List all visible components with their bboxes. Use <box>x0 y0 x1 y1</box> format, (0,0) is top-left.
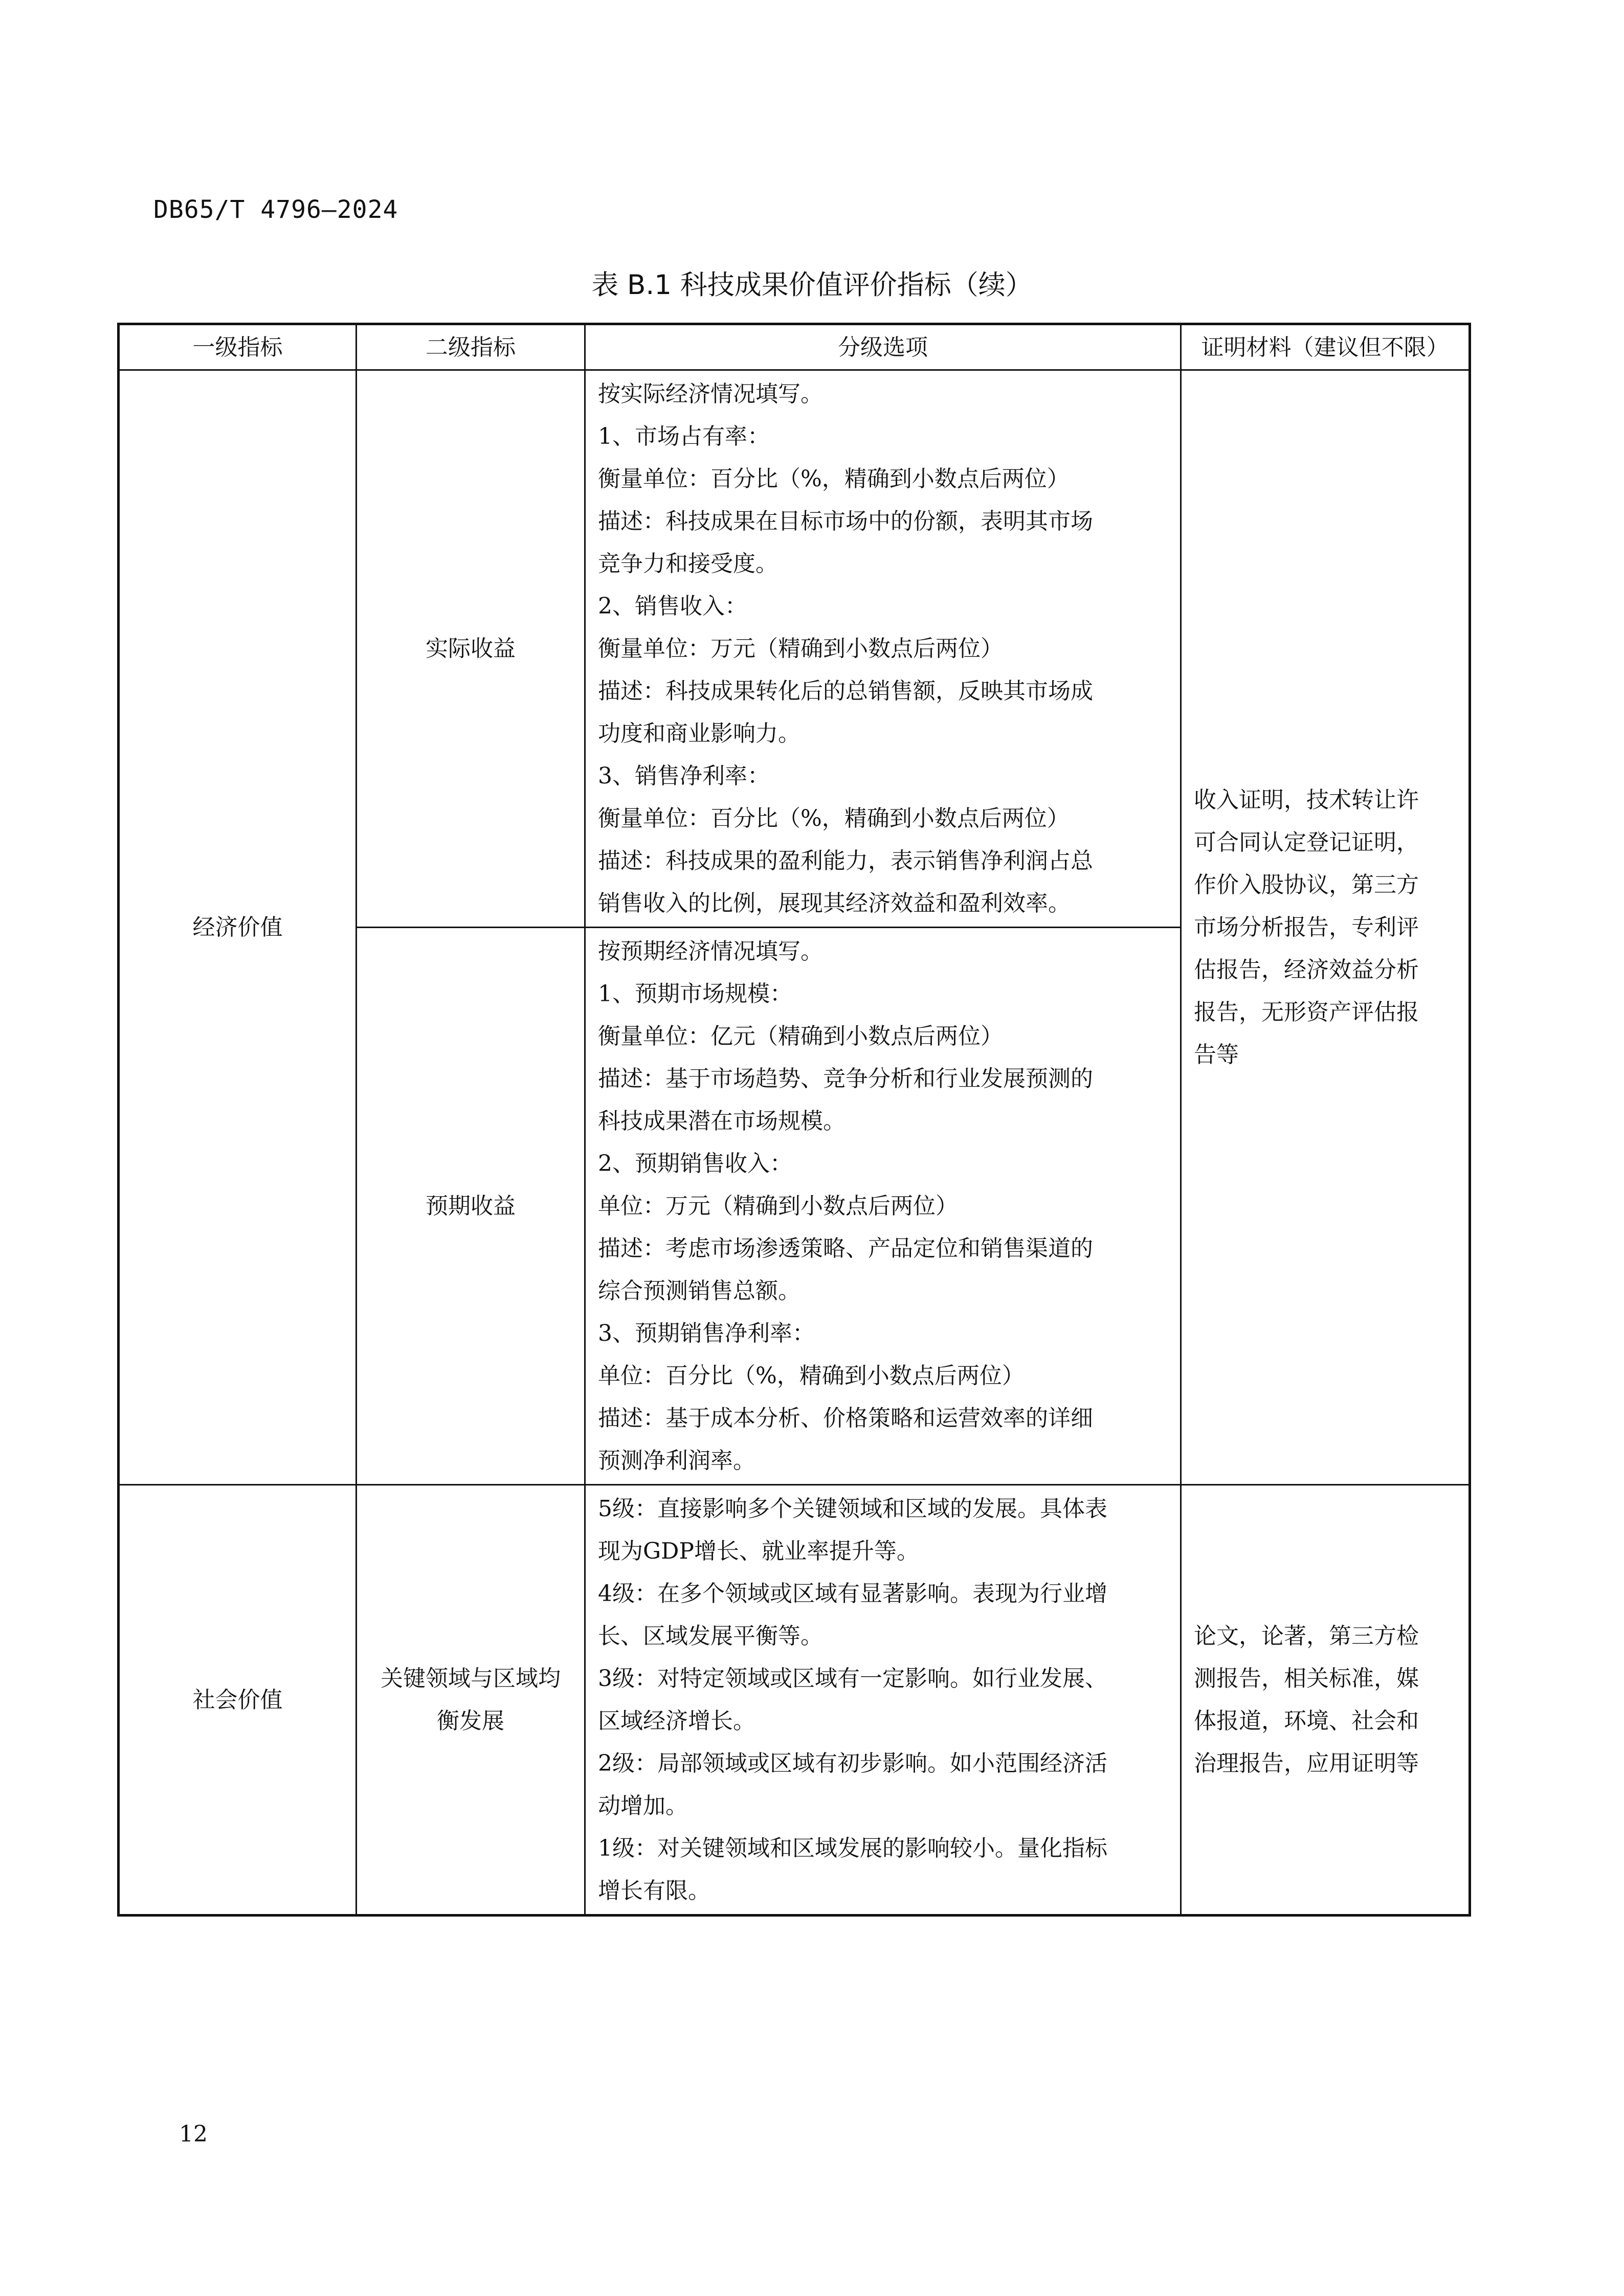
option-line: 衡量单位：亿元（精确到小数点后两位） <box>598 1023 1003 1049</box>
level1-label: 社会价值 <box>192 1686 283 1713</box>
column-header-level2: 二级指标 <box>357 324 585 370</box>
option-line: 长、区域发展平衡等。 <box>598 1623 823 1649</box>
option-line: 描述：科技成果在目标市场中的份额，表明其市场 <box>598 508 1093 534</box>
option-line: 1、预期市场规模： <box>598 981 792 1007</box>
evidence-line: 市场分析报告，专利评 <box>1194 914 1419 940</box>
level1-cell-social <box>119 1485 357 1916</box>
options-cell-actual-revenue <box>585 370 1181 928</box>
document-code: DB65/T 4796—2024 <box>153 195 398 224</box>
option-line: 动增加。 <box>598 1793 688 1819</box>
option-line: 综合预测销售总额。 <box>598 1278 800 1304</box>
level2-label: 预期收益 <box>426 1193 516 1219</box>
indicator-table <box>117 323 1471 1917</box>
option-line: 描述：基于市场趋势、竞争分析和行业发展预测的 <box>598 1066 1093 1092</box>
option-line: 1级：对关键领域和区域发展的影响较小。量化指标 <box>598 1835 1107 1861</box>
option-line: 科技成果潜在市场规模。 <box>598 1108 846 1134</box>
evidence-line: 治理报告，应用证明等 <box>1194 1750 1419 1776</box>
evidence-line: 报告，无形资产评估报 <box>1194 999 1419 1025</box>
level2-label: 关键领域与区域均 <box>381 1665 561 1692</box>
table-header-row <box>119 324 1470 370</box>
option-line: 3、销售净利率： <box>598 763 770 789</box>
option-line: 按预期经济情况填写。 <box>598 938 823 964</box>
option-line: 描述：考虑市场渗透策略、产品定位和销售渠道的 <box>598 1235 1093 1262</box>
option-line: 1、市场占有率： <box>598 423 770 449</box>
evidence-cell-economic <box>1181 370 1470 1485</box>
option-line: 单位：万元（精确到小数点后两位） <box>598 1193 958 1219</box>
option-line: 2、预期销售收入： <box>598 1151 792 1177</box>
option-line: 衡量单位：百分比（%，精确到小数点后两位） <box>598 805 1070 831</box>
evidence-line: 测报告，相关标准，媒 <box>1194 1665 1419 1692</box>
option-line: 衡量单位：百分比（%，精确到小数点后两位） <box>598 466 1070 492</box>
table-row <box>119 370 1470 928</box>
option-line: 增长有限。 <box>598 1878 710 1904</box>
option-line: 销售收入的比例，展现其经济效益和盈利效率。 <box>598 890 1071 916</box>
option-line: 2级：局部领域或区域有初步影响。如小范围经济活 <box>598 1750 1107 1776</box>
option-line: 4级：在多个领域或区域有显著影响。表现为行业增 <box>598 1581 1107 1607</box>
option-line: 描述：科技成果的盈利能力，表示销售净利润占总 <box>598 848 1093 874</box>
option-line: 预测净利润率。 <box>598 1448 755 1474</box>
option-line: 描述：科技成果转化后的总销售额，反映其市场成 <box>598 678 1093 704</box>
option-line: 3级：对特定领域或区域有一定影响。如行业发展、 <box>598 1665 1107 1692</box>
column-header-options: 分级选项 <box>585 324 1181 370</box>
option-line: 3、预期销售净利率： <box>598 1320 815 1346</box>
level1-label: 经济价值 <box>192 914 283 940</box>
option-line: 衡量单位：万元（精确到小数点后两位） <box>598 636 1003 662</box>
level2-label: 衡发展 <box>437 1708 504 1734</box>
option-line: 按实际经济情况填写。 <box>598 381 823 407</box>
evidence-line: 作价入股协议，第三方 <box>1194 872 1419 898</box>
evidence-line: 体报道，环境、社会和 <box>1194 1708 1419 1734</box>
option-line: 5级：直接影响多个关键领域和区域的发展。具体表 <box>598 1496 1107 1522</box>
level2-label: 实际收益 <box>426 636 516 662</box>
table-title: 表 B.1 科技成果价值评价指标（续） <box>591 269 1033 301</box>
level2-cell-expected-revenue <box>357 928 585 1485</box>
page-number: 12 <box>179 2121 208 2147</box>
level1-cell-economic <box>119 370 357 1485</box>
evidence-line: 可合同认定登记证明， <box>1194 829 1419 856</box>
table-row <box>119 1485 1470 1916</box>
options-cell-expected-revenue <box>585 928 1181 1485</box>
option-line: 现为GDP增长、就业率提升等。 <box>598 1538 920 1564</box>
option-line: 2、销售收入： <box>598 593 747 619</box>
evidence-line: 告等 <box>1194 1042 1239 1068</box>
option-line: 描述：基于成本分析、价格策略和运营效率的详细 <box>598 1405 1093 1431</box>
options-cell-regional-balance <box>585 1485 1181 1916</box>
level2-cell-actual-revenue <box>357 370 585 928</box>
option-line: 区域经济增长。 <box>598 1708 755 1734</box>
evidence-line: 论文，论著，第三方检 <box>1194 1623 1419 1649</box>
evidence-line: 估报告，经济效益分析 <box>1194 957 1419 983</box>
option-line: 单位：百分比（%，精确到小数点后两位） <box>598 1363 1025 1389</box>
option-line: 竞争力和接受度。 <box>598 551 778 577</box>
level2-cell-regional-balance <box>357 1485 585 1916</box>
option-line: 功度和商业影响力。 <box>598 721 800 747</box>
evidence-cell-social <box>1181 1485 1470 1916</box>
column-header-level1: 一级指标 <box>119 324 357 370</box>
evidence-line: 收入证明，技术转让许 <box>1194 787 1419 813</box>
column-header-evidence: 证明材料（建议但不限） <box>1181 324 1470 370</box>
